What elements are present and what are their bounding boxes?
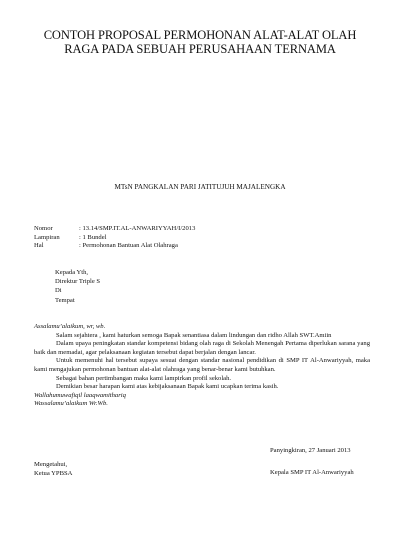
paragraph-2: Dalam upaya peningkatan standar kompetensi bidang olah raga di Sekolah Menengah Pertama diperlukan sarana yang baik dan memadai, agar pelaksanaan kegiatan tersebut dapat berjalan dengan lancar.	[34, 340, 370, 356]
letter-meta	[34, 225, 195, 251]
date-line: Panyingkiran, 27 Januari 2013	[270, 447, 351, 454]
hal-value: : Permohonan Bantuan Alat Olahraga	[79, 242, 178, 250]
meta-row-nomor	[34, 225, 195, 234]
sign-left-line-1: Mengetahui,	[34, 461, 68, 468]
address-line-4: Tempat	[55, 296, 75, 304]
document-title	[20, 28, 380, 56]
nomor-value: : 13.14/SMP.IT.AL-ANWARIYYAH/I/2013	[79, 225, 196, 232]
greeting: Assalamu’alaikum, wr, wb.	[34, 323, 106, 330]
paragraph-3: Untuk memenuhi hal tersebut supaya sesuai dengan standar nasional pendidikan di SMP IT Al-Anwariyyah, maka kami mengajukan permohonan bantuan alat-alat olahraga yang benar-benar kami butuhkan.	[34, 357, 370, 373]
sign-left-line-2: Ketua YPBSA	[34, 470, 73, 478]
paragraph-5: Demikian besar harapan kami atas kebijaksanaan Bapak kami ucapkan terima kasih.	[56, 383, 279, 391]
lampiran-label: Lampiran	[34, 233, 60, 241]
paragraph-1: Salam sejahtera , kami haturkan semoga Bapak senantiasa dalam lindungan dan ridho Allah SWT.Amiin	[56, 331, 332, 339]
closing-line-2: Wassalamu’alaikum Wr.Wb.	[34, 400, 108, 408]
hal-label: Hal	[34, 242, 44, 250]
title-line-2: RAGA PADA SEBUAH PERUSAHAAN TERNAMA	[64, 42, 336, 56]
closing-line-1: Wallahumuwafiqil laaqwamithariq	[34, 391, 126, 399]
lampiran-value: : 1 Bundel	[79, 233, 107, 241]
meta-row-hal	[34, 242, 195, 251]
signature-right: Kepala SMP IT Al-Anwariyyah	[270, 469, 354, 476]
school-header: MTsN PANGKALAN PARI JATITUJUH MAJALENGKA	[114, 183, 286, 191]
nomor-label: Nomor	[34, 225, 53, 232]
letter-body	[34, 323, 370, 409]
recipient-address	[55, 268, 100, 305]
meta-row-lampiran	[34, 234, 195, 243]
address-line-1: Kepada Yth,	[55, 269, 89, 276]
address-line-3: Di	[55, 287, 62, 295]
address-line-2: Direktur Triple S	[55, 278, 101, 286]
signature-left	[34, 460, 72, 479]
title-line-1: CONTOH PROPOSAL PERMOHONAN ALAT-ALAT OLAH	[43, 28, 357, 42]
paragraph-4: Sebagai bahan pertimbangan maka kami lampirkan profil sekolah.	[56, 374, 232, 382]
